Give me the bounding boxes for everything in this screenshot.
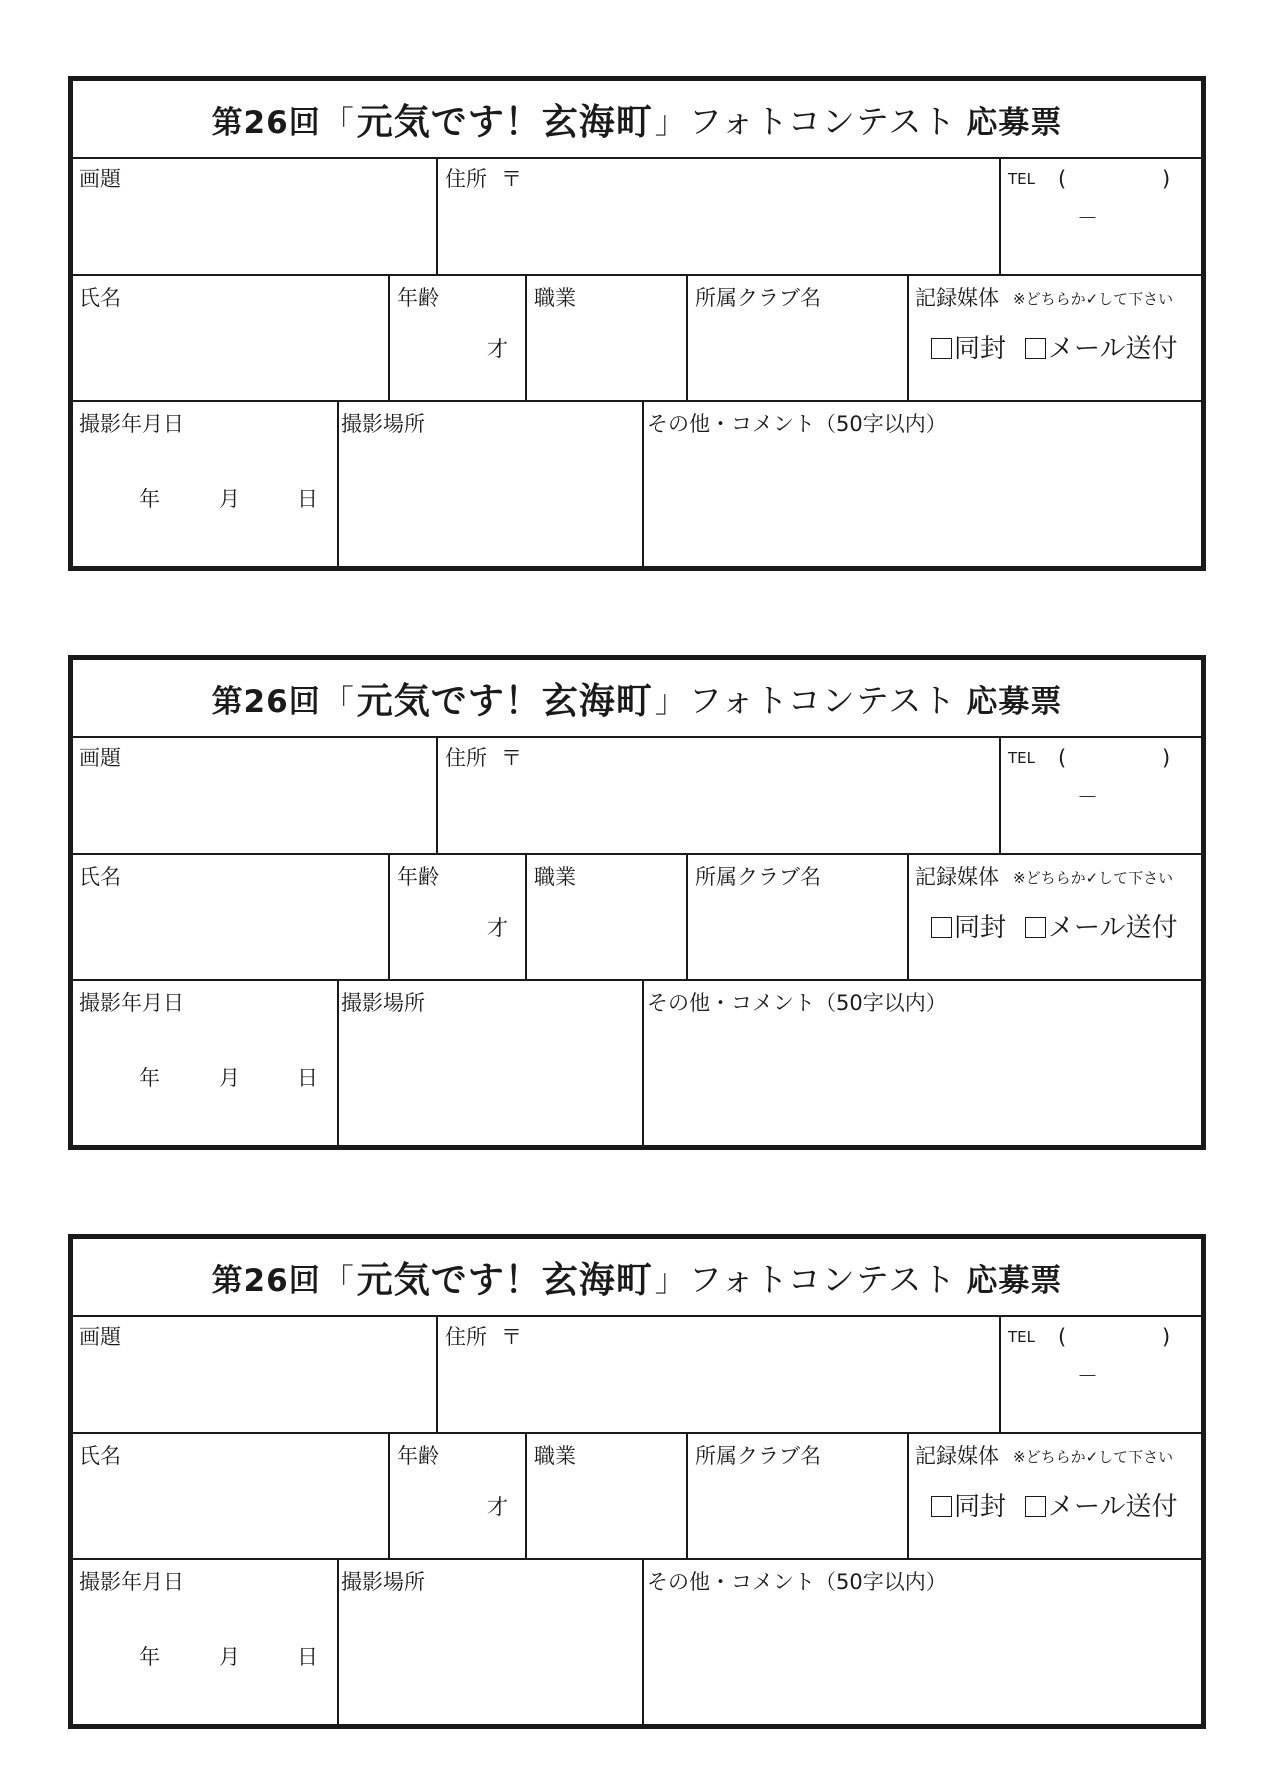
title-close-quote: 」 [654, 104, 687, 141]
column-divider [686, 855, 688, 979]
media-note-text: して下さい [1098, 290, 1174, 308]
age-label: 年齢 [397, 286, 439, 310]
address-label: 住所 [445, 1325, 487, 1349]
media-note-text: して下さい [1098, 1448, 1174, 1466]
tel-close-paren: ) [1162, 1325, 1171, 1349]
column-divider [337, 981, 339, 1145]
occupation-label: 職業 [534, 1444, 576, 1468]
shoot-place-label: 撮影場所 [341, 991, 425, 1015]
day-label: 日 [297, 487, 318, 511]
shoot-date-label: 撮影年月日 [79, 412, 184, 436]
month-label: 月 [219, 1066, 240, 1090]
year-label: 年 [139, 1066, 160, 1090]
column-divider [388, 1434, 390, 1558]
club-label: 所属クラブ名 [695, 865, 821, 889]
postal-mark: 〒 [501, 167, 522, 191]
option-enclosed [931, 1494, 1006, 1520]
shoot-date-label: 撮影年月日 [79, 1570, 184, 1594]
entry-form [68, 655, 1206, 1150]
tel-dash: － [1077, 785, 1098, 809]
form-title [73, 660, 1201, 738]
postal-mark: 〒 [501, 746, 522, 770]
column-divider [642, 402, 644, 566]
comment-label: その他・コメント（50字以内） [647, 412, 947, 436]
column-divider [686, 276, 688, 400]
option-enclosed-label: 同封 [954, 1492, 1007, 1522]
year-label: 年 [139, 1645, 160, 1669]
tel-label: TEL [1008, 749, 1035, 767]
tel-dash: － [1077, 206, 1098, 230]
title-prefix: 第26回 [211, 1262, 321, 1299]
option-email [1025, 915, 1177, 941]
column-divider [388, 855, 390, 979]
tel-label: TEL [1008, 1328, 1035, 1346]
age-label: 年齢 [397, 1444, 439, 1468]
postal-mark: 〒 [501, 1325, 522, 1349]
column-divider [525, 276, 527, 400]
title-middle: フォトコンテスト [688, 1259, 957, 1299]
address-label: 住所 [445, 167, 487, 191]
option-enclosed [931, 915, 1006, 941]
media-label: 記録媒体 [915, 286, 999, 310]
club-label: 所属クラブ名 [695, 1444, 821, 1468]
title-close-quote: 」 [654, 683, 687, 720]
column-divider [436, 157, 438, 274]
row-divider [73, 274, 1201, 276]
address-label: 住所 [445, 746, 487, 770]
title-suffix: 応募票 [966, 1262, 1063, 1299]
checkbox-email[interactable] [1025, 917, 1046, 938]
column-divider [999, 157, 1001, 274]
age-unit: 才 [487, 337, 508, 361]
option-enclosed [931, 336, 1006, 362]
title-open-quote: 「 [322, 104, 355, 141]
day-label: 日 [297, 1066, 318, 1090]
option-email-label: メール送付 [1048, 913, 1178, 943]
checkbox-email[interactable] [1025, 1496, 1046, 1517]
tel-open-paren: ( [1058, 1325, 1067, 1349]
row-divider [73, 979, 1201, 981]
column-divider [642, 981, 644, 1145]
shoot-place-label: 撮影場所 [341, 412, 425, 436]
tel-open-paren: ( [1058, 746, 1067, 770]
title-prefix: 第26回 [211, 104, 321, 141]
column-divider [907, 855, 909, 979]
column-divider [999, 736, 1001, 853]
tel-dash: － [1077, 1364, 1098, 1388]
name-label: 氏名 [79, 865, 121, 889]
title-open-quote: 「 [322, 1262, 355, 1299]
age-label: 年齢 [397, 865, 439, 889]
checkbox-enclosed[interactable] [931, 917, 952, 938]
entry-form [68, 1234, 1206, 1729]
option-enclosed-label: 同封 [954, 913, 1007, 943]
column-divider [907, 1434, 909, 1558]
media-note-text: ※どちらか [1013, 1448, 1086, 1466]
check-icon: ✓ [1085, 290, 1099, 308]
media-note-text: ※どちらか [1013, 290, 1086, 308]
option-email-label: メール送付 [1048, 1492, 1178, 1522]
tel-open-paren: ( [1058, 167, 1067, 191]
form-title [73, 1239, 1201, 1317]
title-middle: フォトコンテスト [688, 101, 957, 141]
month-label: 月 [219, 487, 240, 511]
media-note [1013, 292, 1173, 307]
column-divider [388, 276, 390, 400]
title-name: 元気です！玄海町 [356, 1259, 653, 1301]
column-divider [686, 1434, 688, 1558]
option-email-label: メール送付 [1048, 334, 1178, 364]
form-title [73, 81, 1201, 159]
club-label: 所属クラブ名 [695, 286, 821, 310]
column-divider [525, 855, 527, 979]
checkbox-email[interactable] [1025, 338, 1046, 359]
column-divider [337, 1560, 339, 1724]
option-email [1025, 336, 1177, 362]
option-email [1025, 1494, 1177, 1520]
row-divider [73, 1558, 1201, 1560]
row-divider [73, 400, 1201, 402]
column-divider [907, 276, 909, 400]
age-unit: 才 [487, 916, 508, 940]
option-enclosed-label: 同封 [954, 334, 1007, 364]
photo-title-label: 画題 [79, 167, 121, 191]
tel-close-paren: ) [1162, 167, 1171, 191]
column-divider [525, 1434, 527, 1558]
column-divider [436, 1315, 438, 1432]
title-suffix: 応募票 [966, 683, 1063, 720]
media-label: 記録媒体 [915, 865, 999, 889]
column-divider [436, 736, 438, 853]
checkbox-enclosed[interactable] [931, 338, 952, 359]
title-middle: フォトコンテスト [688, 680, 957, 720]
photo-title-label: 画題 [79, 1325, 121, 1349]
comment-label: その他・コメント（50字以内） [647, 1570, 947, 1594]
title-name: 元気です！玄海町 [356, 101, 653, 143]
media-note-text: して下さい [1098, 869, 1174, 887]
media-note [1013, 871, 1173, 886]
check-icon: ✓ [1085, 1448, 1099, 1466]
occupation-label: 職業 [534, 865, 576, 889]
row-divider [73, 1432, 1201, 1434]
title-prefix: 第26回 [211, 683, 321, 720]
comment-label: その他・コメント（50字以内） [647, 991, 947, 1015]
year-label: 年 [139, 487, 160, 511]
name-label: 氏名 [79, 1444, 121, 1468]
title-close-quote: 」 [654, 1262, 687, 1299]
title-open-quote: 「 [322, 683, 355, 720]
checkbox-enclosed[interactable] [931, 1496, 952, 1517]
entry-form [68, 76, 1206, 571]
title-name: 元気です！玄海町 [356, 680, 653, 722]
month-label: 月 [219, 1645, 240, 1669]
name-label: 氏名 [79, 286, 121, 310]
day-label: 日 [297, 1645, 318, 1669]
shoot-date-label: 撮影年月日 [79, 991, 184, 1015]
media-label: 記録媒体 [915, 1444, 999, 1468]
tel-close-paren: ) [1162, 746, 1171, 770]
row-divider [73, 853, 1201, 855]
media-note [1013, 1450, 1173, 1465]
column-divider [337, 402, 339, 566]
check-icon: ✓ [1085, 869, 1099, 887]
media-note-text: ※どちらか [1013, 869, 1086, 887]
shoot-place-label: 撮影場所 [341, 1570, 425, 1594]
column-divider [999, 1315, 1001, 1432]
photo-title-label: 画題 [79, 746, 121, 770]
column-divider [642, 1560, 644, 1724]
tel-label: TEL [1008, 170, 1035, 188]
occupation-label: 職業 [534, 286, 576, 310]
age-unit: 才 [487, 1495, 508, 1519]
title-suffix: 応募票 [966, 104, 1063, 141]
